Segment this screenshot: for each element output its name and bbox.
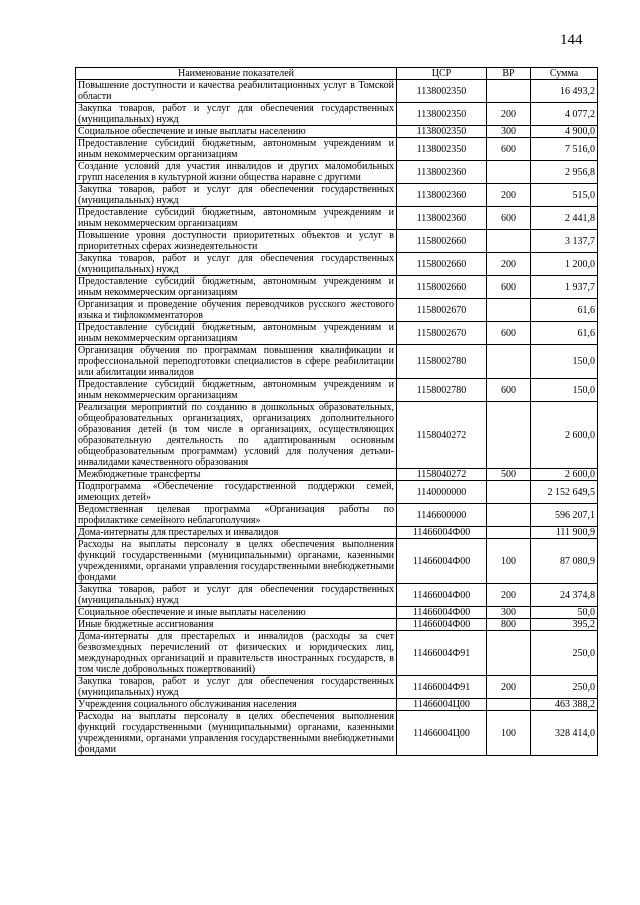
table-body bbox=[76, 80, 598, 756]
row-vr bbox=[487, 80, 531, 103]
row-sum: 61,6 bbox=[531, 299, 598, 322]
table-row bbox=[76, 607, 598, 619]
row-vr bbox=[487, 699, 531, 711]
row-csr: 1138002360 bbox=[397, 184, 487, 207]
table-row bbox=[76, 469, 598, 481]
row-sum: 250,0 bbox=[531, 631, 598, 676]
row-vr: 100 bbox=[487, 539, 531, 584]
row-name: Расходы на выплаты персоналу в целях обеспечения выполнения функций государственными (муниципальными) органами, казенными учреждениями, органами управления государственными внебюджетными фондами bbox=[76, 539, 397, 584]
row-csr: 1158002670 bbox=[397, 299, 487, 322]
row-csr: 1158002670 bbox=[397, 322, 487, 345]
header-vr: ВР bbox=[487, 68, 531, 80]
row-vr: 100 bbox=[487, 711, 531, 756]
table-row bbox=[76, 481, 598, 504]
row-sum: 4 900,0 bbox=[531, 126, 598, 138]
row-name: Предоставление субсидий бюджетным, автономным учреждениям и иным некоммерческим организациям bbox=[76, 207, 397, 230]
row-csr: 11466004Ф00 bbox=[397, 619, 487, 631]
row-name: Закупка товаров, работ и услуг для обеспечения государственных (муниципальных) нужд bbox=[76, 103, 397, 126]
table-row bbox=[76, 619, 598, 631]
row-name: Межбюджетные трансферты bbox=[76, 469, 397, 481]
row-sum: 596 207,1 bbox=[531, 504, 598, 527]
row-name: Создание условий для участия инвалидов и других маломобильных групп населения в культурной жизни общества наравне с другими bbox=[76, 161, 397, 184]
header-csr: ЦСР bbox=[397, 68, 487, 80]
row-csr: 1158002660 bbox=[397, 276, 487, 299]
row-sum: 111 900,9 bbox=[531, 527, 598, 539]
row-name: Социальное обеспечение и иные выплаты населению bbox=[76, 126, 397, 138]
row-csr: 1138002350 bbox=[397, 80, 487, 103]
row-csr: 1158002660 bbox=[397, 230, 487, 253]
row-vr: 600 bbox=[487, 276, 531, 299]
row-name: Ведомственная целевая программа «Организация работы по профилактике семейного неблагополучия» bbox=[76, 504, 397, 527]
row-name: Предоставление субсидий бюджетным, автономным учреждениям и иным некоммерческим организациям bbox=[76, 322, 397, 345]
row-name: Подпрограмма «Обеспечение государственной поддержки семей, имеющих детей» bbox=[76, 481, 397, 504]
row-sum: 150,0 bbox=[531, 379, 598, 402]
row-name: Реализация мероприятий по созданию в дошкольных образовательных, общеобразовательных организациях, организациях дополнительного образования детей (в том числе в организациях, осуществляющих образовательную деятельность по адаптированным основным общеобразовательным программам) условий для получения детьми-инвалидами качественного образования bbox=[76, 402, 397, 469]
header-name: Наименование показателей bbox=[76, 68, 397, 80]
row-vr bbox=[487, 481, 531, 504]
table-row bbox=[76, 527, 598, 539]
row-name: Иные бюджетные ассигнования bbox=[76, 619, 397, 631]
table-row bbox=[76, 126, 598, 138]
row-vr bbox=[487, 402, 531, 469]
row-sum: 150,0 bbox=[531, 345, 598, 379]
page-number: 144 bbox=[560, 32, 583, 48]
table-row bbox=[76, 676, 598, 699]
row-name: Закупка товаров, работ и услуг для обеспечения государственных (муниципальных) нужд bbox=[76, 253, 397, 276]
row-name: Организация и проведение обучения переводчиков русского жестового языка и тифлокомментаторов bbox=[76, 299, 397, 322]
row-name: Предоставление субсидий бюджетным, автономным учреждениям и иным некоммерческим организациям bbox=[76, 276, 397, 299]
table-row bbox=[76, 103, 598, 126]
row-vr bbox=[487, 299, 531, 322]
budget-table bbox=[75, 67, 598, 756]
row-sum: 2 956,8 bbox=[531, 161, 598, 184]
row-sum: 7 516,0 bbox=[531, 138, 598, 161]
row-vr: 600 bbox=[487, 207, 531, 230]
table-row bbox=[76, 504, 598, 527]
row-csr: 1140000000 bbox=[397, 481, 487, 504]
row-vr bbox=[487, 527, 531, 539]
row-vr: 200 bbox=[487, 184, 531, 207]
row-sum: 328 414,0 bbox=[531, 711, 598, 756]
row-sum: 87 080,9 bbox=[531, 539, 598, 584]
row-name: Повышение уровня доступности приоритетных объектов и услуг в приоритетных сферах жизнедеятельности bbox=[76, 230, 397, 253]
table-row bbox=[76, 80, 598, 103]
table-row bbox=[76, 699, 598, 711]
table-row bbox=[76, 322, 598, 345]
row-csr: 1158002780 bbox=[397, 379, 487, 402]
row-vr: 800 bbox=[487, 619, 531, 631]
row-csr: 1158040272 bbox=[397, 469, 487, 481]
row-vr bbox=[487, 631, 531, 676]
table-row bbox=[76, 402, 598, 469]
table-row bbox=[76, 299, 598, 322]
row-vr bbox=[487, 345, 531, 379]
row-sum: 61,6 bbox=[531, 322, 598, 345]
row-csr: 1158002780 bbox=[397, 345, 487, 379]
row-sum: 24 374,8 bbox=[531, 584, 598, 607]
row-csr: 1138002360 bbox=[397, 207, 487, 230]
row-vr: 200 bbox=[487, 676, 531, 699]
row-name: Дома-интернаты для престарелых и инвалидов (расходы за счет безвозмездных перечислений от физических и юридических лиц, международных организаций и правительств иностранных государств, в том числе добровольных пожертвований) bbox=[76, 631, 397, 676]
row-csr: 1138002350 bbox=[397, 103, 487, 126]
row-csr: 11466004Ц00 bbox=[397, 711, 487, 756]
row-csr: 1158040272 bbox=[397, 402, 487, 469]
table-row bbox=[76, 584, 598, 607]
table-row bbox=[76, 253, 598, 276]
row-sum: 2 152 649,5 bbox=[531, 481, 598, 504]
row-csr: 1138002360 bbox=[397, 161, 487, 184]
table-row bbox=[76, 184, 598, 207]
row-sum: 50,0 bbox=[531, 607, 598, 619]
table-row bbox=[76, 711, 598, 756]
row-csr: 11466004Ф00 bbox=[397, 527, 487, 539]
row-name: Закупка товаров, работ и услуг для обеспечения государственных (муниципальных) нужд bbox=[76, 184, 397, 207]
row-vr bbox=[487, 161, 531, 184]
row-vr: 600 bbox=[487, 379, 531, 402]
row-sum: 463 388,2 bbox=[531, 699, 598, 711]
row-sum: 2 600,0 bbox=[531, 469, 598, 481]
row-vr: 200 bbox=[487, 253, 531, 276]
row-csr: 11466004Ф00 bbox=[397, 539, 487, 584]
row-name: Расходы на выплаты персоналу в целях обеспечения выполнения функций государственными (муниципальными) органами, казенными учреждениями, органами управления государственными внебюджетными фондами bbox=[76, 711, 397, 756]
row-csr: 11466004Ф00 bbox=[397, 607, 487, 619]
row-name: Дома-интернаты для престарелых и инвалидов bbox=[76, 527, 397, 539]
row-vr: 500 bbox=[487, 469, 531, 481]
row-name: Предоставление субсидий бюджетным, автономным учреждениям и иным некоммерческим организациям bbox=[76, 379, 397, 402]
row-sum: 16 493,2 bbox=[531, 80, 598, 103]
row-sum: 395,2 bbox=[531, 619, 598, 631]
row-sum: 515,0 bbox=[531, 184, 598, 207]
row-vr: 300 bbox=[487, 126, 531, 138]
row-vr: 300 bbox=[487, 607, 531, 619]
row-csr: 1146600000 bbox=[397, 504, 487, 527]
row-vr bbox=[487, 504, 531, 527]
row-csr: 11466004Ф91 bbox=[397, 676, 487, 699]
row-vr bbox=[487, 230, 531, 253]
table-row bbox=[76, 379, 598, 402]
table-row bbox=[76, 631, 598, 676]
row-name: Организация обучения по программам повышения квалификации и профессиональной переподготовки специалистов в сфере реабилитации или абилитации инвалидов bbox=[76, 345, 397, 379]
row-sum: 1 937,7 bbox=[531, 276, 598, 299]
row-name: Закупка товаров, работ и услуг для обеспечения государственных (муниципальных) нужд bbox=[76, 676, 397, 699]
table-row bbox=[76, 276, 598, 299]
table-row bbox=[76, 539, 598, 584]
row-sum: 4 077,2 bbox=[531, 103, 598, 126]
row-name: Социальное обеспечение и иные выплаты населению bbox=[76, 607, 397, 619]
row-csr: 1138002350 bbox=[397, 138, 487, 161]
row-sum: 2 441,8 bbox=[531, 207, 598, 230]
table-row bbox=[76, 207, 598, 230]
row-vr: 200 bbox=[487, 103, 531, 126]
table-row bbox=[76, 161, 598, 184]
row-csr: 1158002660 bbox=[397, 253, 487, 276]
row-csr: 11466004Ц00 bbox=[397, 699, 487, 711]
row-name: Закупка товаров, работ и услуг для обеспечения государственных (муниципальных) нужд bbox=[76, 584, 397, 607]
row-csr: 11466004Ф91 bbox=[397, 631, 487, 676]
row-csr: 1138002350 bbox=[397, 126, 487, 138]
row-name: Повышение доступности и качества реабилитационных услуг в Томской области bbox=[76, 80, 397, 103]
header-sum: Сумма bbox=[531, 68, 598, 80]
table-row bbox=[76, 230, 598, 253]
row-sum: 2 600,0 bbox=[531, 402, 598, 469]
row-vr: 600 bbox=[487, 322, 531, 345]
table-row bbox=[76, 138, 598, 161]
row-vr: 200 bbox=[487, 584, 531, 607]
row-sum: 3 137,7 bbox=[531, 230, 598, 253]
row-csr: 11466004Ф00 bbox=[397, 584, 487, 607]
row-sum: 1 200,0 bbox=[531, 253, 598, 276]
row-name: Учреждения социального обслуживания населения bbox=[76, 699, 397, 711]
table-header-row bbox=[76, 68, 598, 80]
table-row bbox=[76, 345, 598, 379]
row-vr: 600 bbox=[487, 138, 531, 161]
row-name: Предоставление субсидий бюджетным, автономным учреждениям и иным некоммерческим организациям bbox=[76, 138, 397, 161]
row-sum: 250,0 bbox=[531, 676, 598, 699]
